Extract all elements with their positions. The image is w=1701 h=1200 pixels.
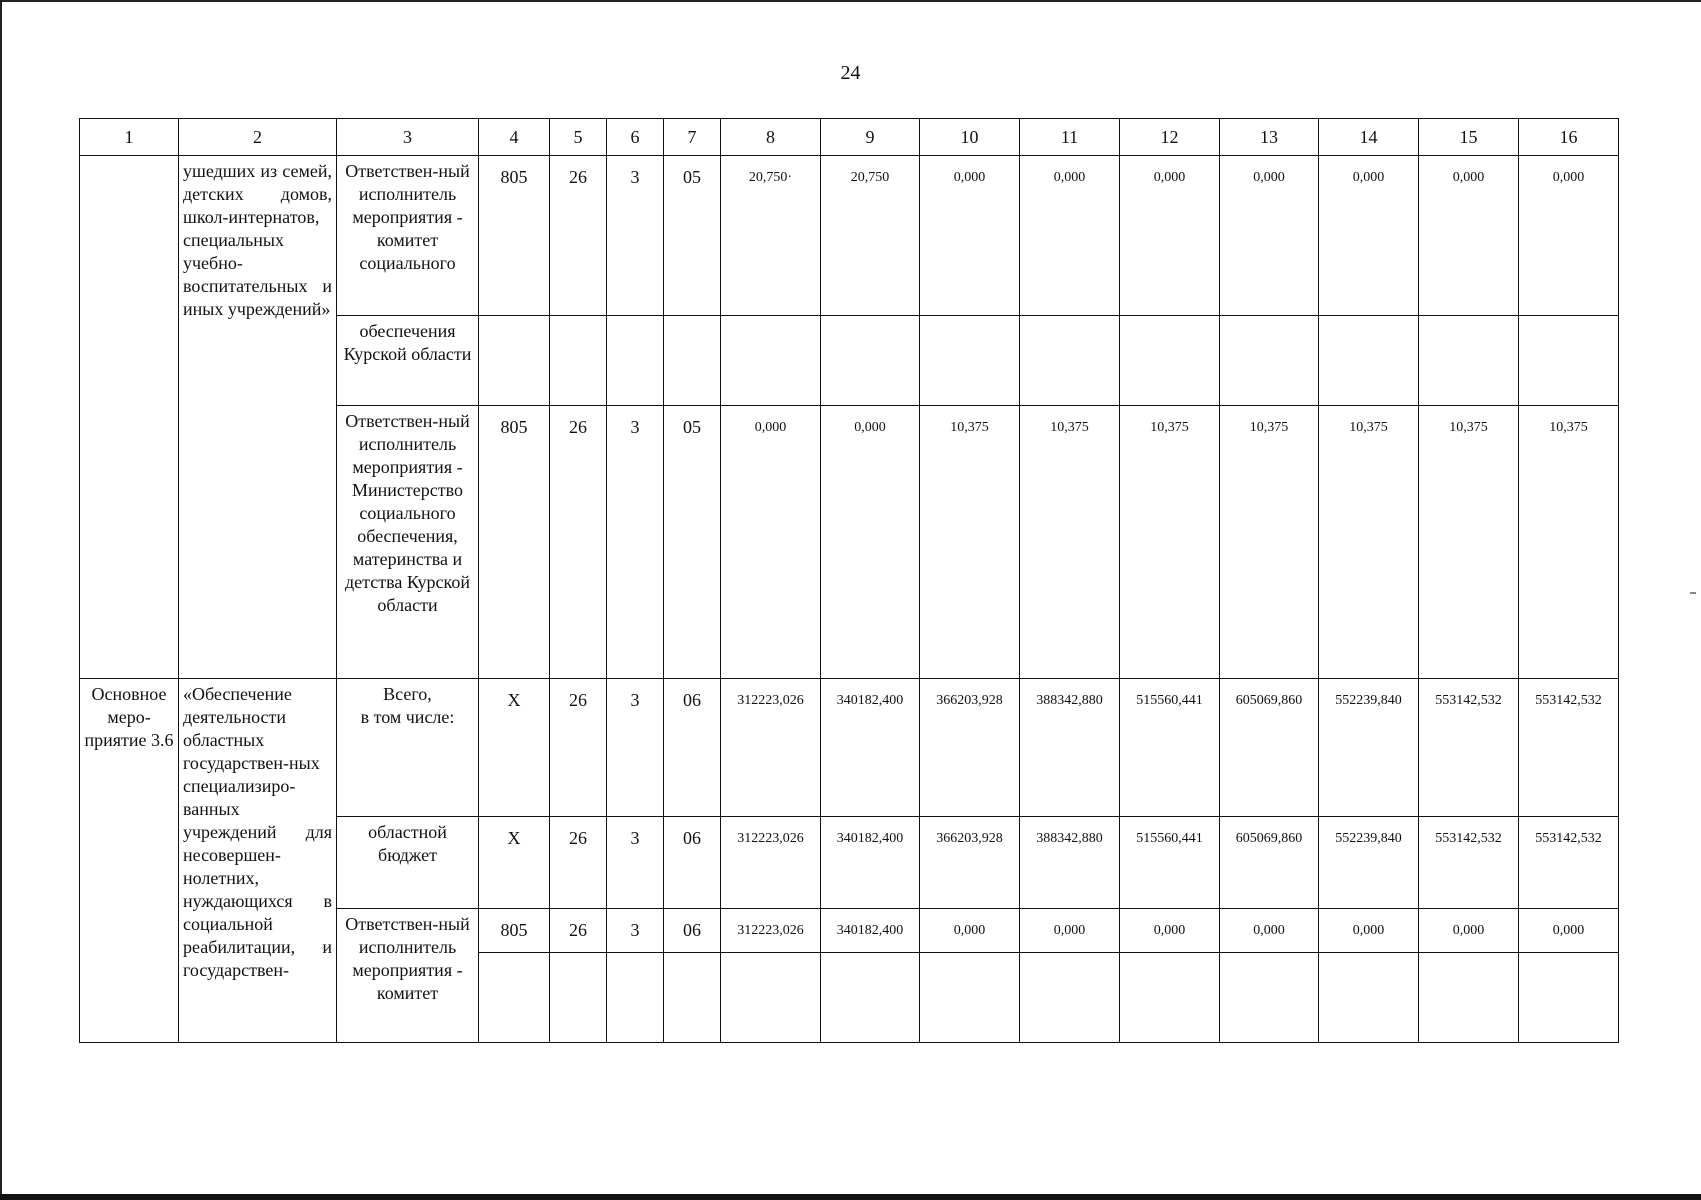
code-cell: 3 <box>607 156 664 316</box>
header-row <box>80 119 1619 156</box>
value-cell: 515560,441 <box>1120 679 1220 817</box>
header-cell: 8 <box>721 119 821 156</box>
value-cell: 10,375 <box>1120 406 1220 679</box>
header-cell: 15 <box>1419 119 1519 156</box>
header-cell: 12 <box>1120 119 1220 156</box>
value-cell: 10,375 <box>1319 406 1419 679</box>
empty-cell <box>821 316 920 406</box>
empty-cell <box>721 953 821 1043</box>
code-cell: 26 <box>550 909 607 953</box>
header-cell: 9 <box>821 119 920 156</box>
code-cell: 05 <box>664 156 721 316</box>
code-cell: 3 <box>607 679 664 817</box>
code-cell: 3 <box>607 406 664 679</box>
code-cell: 26 <box>550 679 607 817</box>
header-cell: 7 <box>664 119 721 156</box>
empty-cell <box>1319 953 1419 1043</box>
code-cell: X <box>479 679 550 817</box>
table-row <box>80 156 1619 316</box>
empty-cell <box>1319 316 1419 406</box>
code-cell: 06 <box>664 909 721 953</box>
scan-border-top <box>0 0 1701 2</box>
executor-cell: обеспечения Курской области <box>337 316 479 406</box>
code-cell: 805 <box>479 406 550 679</box>
code-cell: 805 <box>479 156 550 316</box>
header-cell: 1 <box>80 119 179 156</box>
value-cell: 552239,840 <box>1319 679 1419 817</box>
header-cell: 16 <box>1519 119 1619 156</box>
value-cell: 312223,026 <box>721 909 821 953</box>
value-cell: 340182,400 <box>821 679 920 817</box>
executor-cell: Ответствен-ный исполнитель мероприятия - Министерство социального обеспечения, материнства и детства Курской области <box>337 406 479 679</box>
header-cell: 4 <box>479 119 550 156</box>
scan-border-left <box>0 0 2 1200</box>
code-cell: 3 <box>607 909 664 953</box>
value-cell: 553142,532 <box>1419 679 1519 817</box>
code-cell: 26 <box>550 817 607 909</box>
value-cell: 366203,928 <box>920 817 1020 909</box>
empty-cell <box>607 953 664 1043</box>
code-cell: 26 <box>550 406 607 679</box>
executor-cell: Ответствен-ный исполнитель мероприятия - комитет <box>337 909 479 1043</box>
scan-mark <box>1690 592 1696 594</box>
empty-cell <box>1419 316 1519 406</box>
empty-cell <box>920 953 1020 1043</box>
empty-cell <box>821 953 920 1043</box>
code-cell: 06 <box>664 679 721 817</box>
empty-cell <box>607 316 664 406</box>
value-cell: 0,000 <box>1519 156 1619 316</box>
value-cell: 605069,860 <box>1220 679 1319 817</box>
value-cell: 312223,026 <box>721 817 821 909</box>
code-cell: 805 <box>479 909 550 953</box>
empty-cell <box>920 316 1020 406</box>
value-cell: 553142,532 <box>1419 817 1519 909</box>
value-cell: 20,750 <box>821 156 920 316</box>
empty-cell <box>479 953 550 1043</box>
table-row <box>80 679 1619 817</box>
code-cell: 26 <box>550 156 607 316</box>
empty-cell <box>1020 316 1120 406</box>
program-table <box>79 118 1619 1043</box>
empty-cell <box>1120 953 1220 1043</box>
value-cell: 312223,026 <box>721 679 821 817</box>
value-cell: 10,375 <box>920 406 1020 679</box>
executor-cell: Ответствен-ный исполнитель мероприятия - комитет социального <box>337 156 479 316</box>
empty-cell <box>664 316 721 406</box>
empty-cell <box>1120 316 1220 406</box>
value-cell: 0,000 <box>1220 909 1319 953</box>
value-cell: 0,000 <box>920 909 1020 953</box>
value-cell: 0,000 <box>1419 156 1519 316</box>
value-cell: 552239,840 <box>1319 817 1419 909</box>
measure-description: «Обеспечение деятельности областных государствен-ных специализиро-ванных учреждений для несовершен-нолетних, нуждающихся в социальной реабилитации, и государствен- <box>179 679 337 1043</box>
funding-label-line1: Всего, <box>383 684 432 704</box>
value-cell: 0,000 <box>1020 156 1120 316</box>
empty-cell <box>721 316 821 406</box>
header-cell: 13 <box>1220 119 1319 156</box>
value-cell: 10,375 <box>1519 406 1619 679</box>
value-cell: 553142,532 <box>1519 817 1619 909</box>
empty-cell <box>1020 953 1120 1043</box>
empty-cell <box>550 316 607 406</box>
header-cell: 2 <box>179 119 337 156</box>
header-cell: 6 <box>607 119 664 156</box>
value-cell: 553142,532 <box>1519 679 1619 817</box>
value-cell: 0,000 <box>1519 909 1619 953</box>
scan-border-bottom <box>0 1194 1701 1200</box>
value-cell: 340182,400 <box>821 909 920 953</box>
value-cell: 20,750· <box>721 156 821 316</box>
status-cell <box>80 156 179 679</box>
empty-cell <box>1519 316 1619 406</box>
funding-source-cell: областной бюджет <box>337 817 479 909</box>
value-cell: 0,000 <box>1120 156 1220 316</box>
value-cell: 605069,860 <box>1220 817 1319 909</box>
funding-label-line2: в том числе: <box>360 707 455 727</box>
value-cell: 0,000 <box>1120 909 1220 953</box>
value-cell: 515560,441 <box>1120 817 1220 909</box>
value-cell: 388342,880 <box>1020 817 1120 909</box>
empty-cell <box>479 316 550 406</box>
empty-cell <box>550 953 607 1043</box>
value-cell: 0,000 <box>920 156 1020 316</box>
value-cell: 10,375 <box>1419 406 1519 679</box>
code-cell: 3 <box>607 817 664 909</box>
header-cell: 3 <box>337 119 479 156</box>
value-cell: 10,375 <box>1020 406 1120 679</box>
header-cell: 14 <box>1319 119 1419 156</box>
funding-source-cell <box>337 679 479 817</box>
header-cell: 5 <box>550 119 607 156</box>
header-cell: 10 <box>920 119 1020 156</box>
empty-cell <box>1519 953 1619 1043</box>
header-cell: 11 <box>1020 119 1120 156</box>
value-cell: 388342,880 <box>1020 679 1120 817</box>
measure-description: ушедших из семей, детских домов, школ-интернатов, специальных учебно-воспитательных и иных учреждений» <box>179 156 337 679</box>
code-cell: X <box>479 817 550 909</box>
empty-cell <box>1220 953 1319 1043</box>
value-cell: 0,000 <box>1020 909 1120 953</box>
empty-cell <box>1220 316 1319 406</box>
value-cell: 0,000 <box>1319 156 1419 316</box>
measure-status: Основное меро-приятие 3.6 <box>80 679 179 1043</box>
value-cell: 0,000 <box>1319 909 1419 953</box>
value-cell: 340182,400 <box>821 817 920 909</box>
page-number: 24 <box>840 62 861 84</box>
value-cell: 0,000 <box>1419 909 1519 953</box>
value-cell: 10,375 <box>1220 406 1319 679</box>
empty-cell <box>1419 953 1519 1043</box>
code-cell: 06 <box>664 817 721 909</box>
value-cell: 0,000 <box>1220 156 1319 316</box>
value-cell: 366203,928 <box>920 679 1020 817</box>
value-cell: 0,000 <box>721 406 821 679</box>
empty-cell <box>664 953 721 1043</box>
code-cell: 05 <box>664 406 721 679</box>
value-cell: 0,000 <box>821 406 920 679</box>
